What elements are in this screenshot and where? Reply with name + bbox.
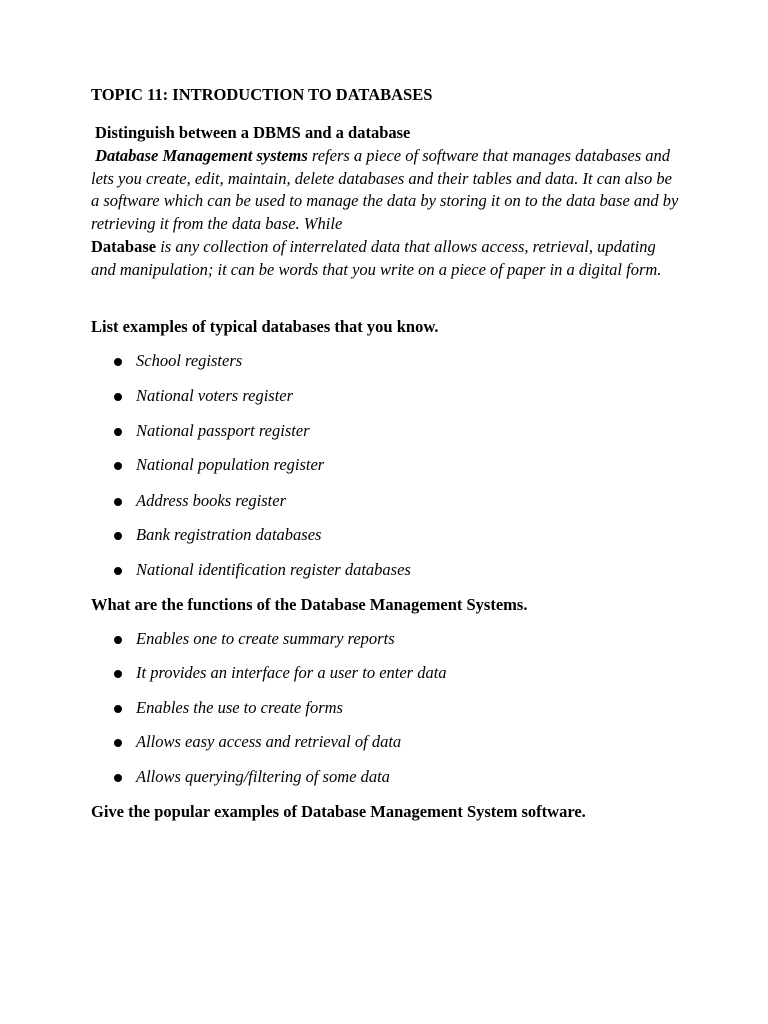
bullet-icon	[114, 498, 122, 506]
list-item-text: Enables one to create summary reports	[136, 629, 395, 648]
list-item-text: Enables the use to create forms	[136, 698, 343, 717]
database-definition: is any collection of interrelated data that allows access, retrieval, updating and manipulation; it can be words that you write on a piece of paper in a digital form.	[91, 236, 662, 279]
list-item-text: Allows querying/filtering of some data	[136, 767, 390, 786]
bullet-icon	[114, 670, 122, 678]
list-item-text: Bank registration databases	[136, 525, 322, 544]
bullet-icon	[114, 774, 122, 782]
page-title: TOPIC 11: INTRODUCTION TO DATABASES	[91, 85, 433, 104]
list-item-text: Address books register	[136, 491, 287, 510]
bullet-icon	[114, 393, 122, 401]
bullet-icon	[114, 705, 122, 713]
list-item-text: School registers	[136, 351, 243, 370]
bullet-icon	[114, 532, 122, 540]
bullet-icon	[114, 636, 122, 644]
bullet-icon	[114, 428, 122, 436]
list-item-text: National identification register databases	[136, 560, 411, 579]
question-dbms-functions: What are the functions of the Database Management Systems.	[91, 595, 528, 614]
database-term: Database	[91, 236, 157, 256]
list-item-text: National voters register	[136, 386, 294, 405]
dbms-term: Database Management systems	[95, 146, 308, 165]
list-item-text: National passport register	[136, 421, 310, 440]
question-dbms-software-examples: Give the popular examples of Database Management System software.	[91, 802, 586, 821]
section-heading: Distinguish between a DBMS and a database	[95, 123, 411, 142]
bullet-icon	[114, 462, 122, 470]
definition-paragraph	[91, 145, 683, 281]
bullet-icon	[114, 358, 122, 366]
list-item-text: Allows easy access and retrieval of data	[136, 732, 402, 751]
bullet-icon	[114, 739, 122, 747]
question-database-examples: List examples of typical databases that you know.	[91, 317, 439, 336]
list-item-text: National population register	[136, 455, 325, 474]
dbms-definition: refers a piece of software that manages databases and lets you create, edit, maintain, delete databases and their tables and data. It can also be a software which can be used to manage the data by storing it on to the data base and by retrieving it from the data base. While	[91, 146, 679, 234]
bullet-icon	[114, 567, 122, 575]
list-item-text: It provides an interface for a user to enter data	[136, 663, 447, 682]
